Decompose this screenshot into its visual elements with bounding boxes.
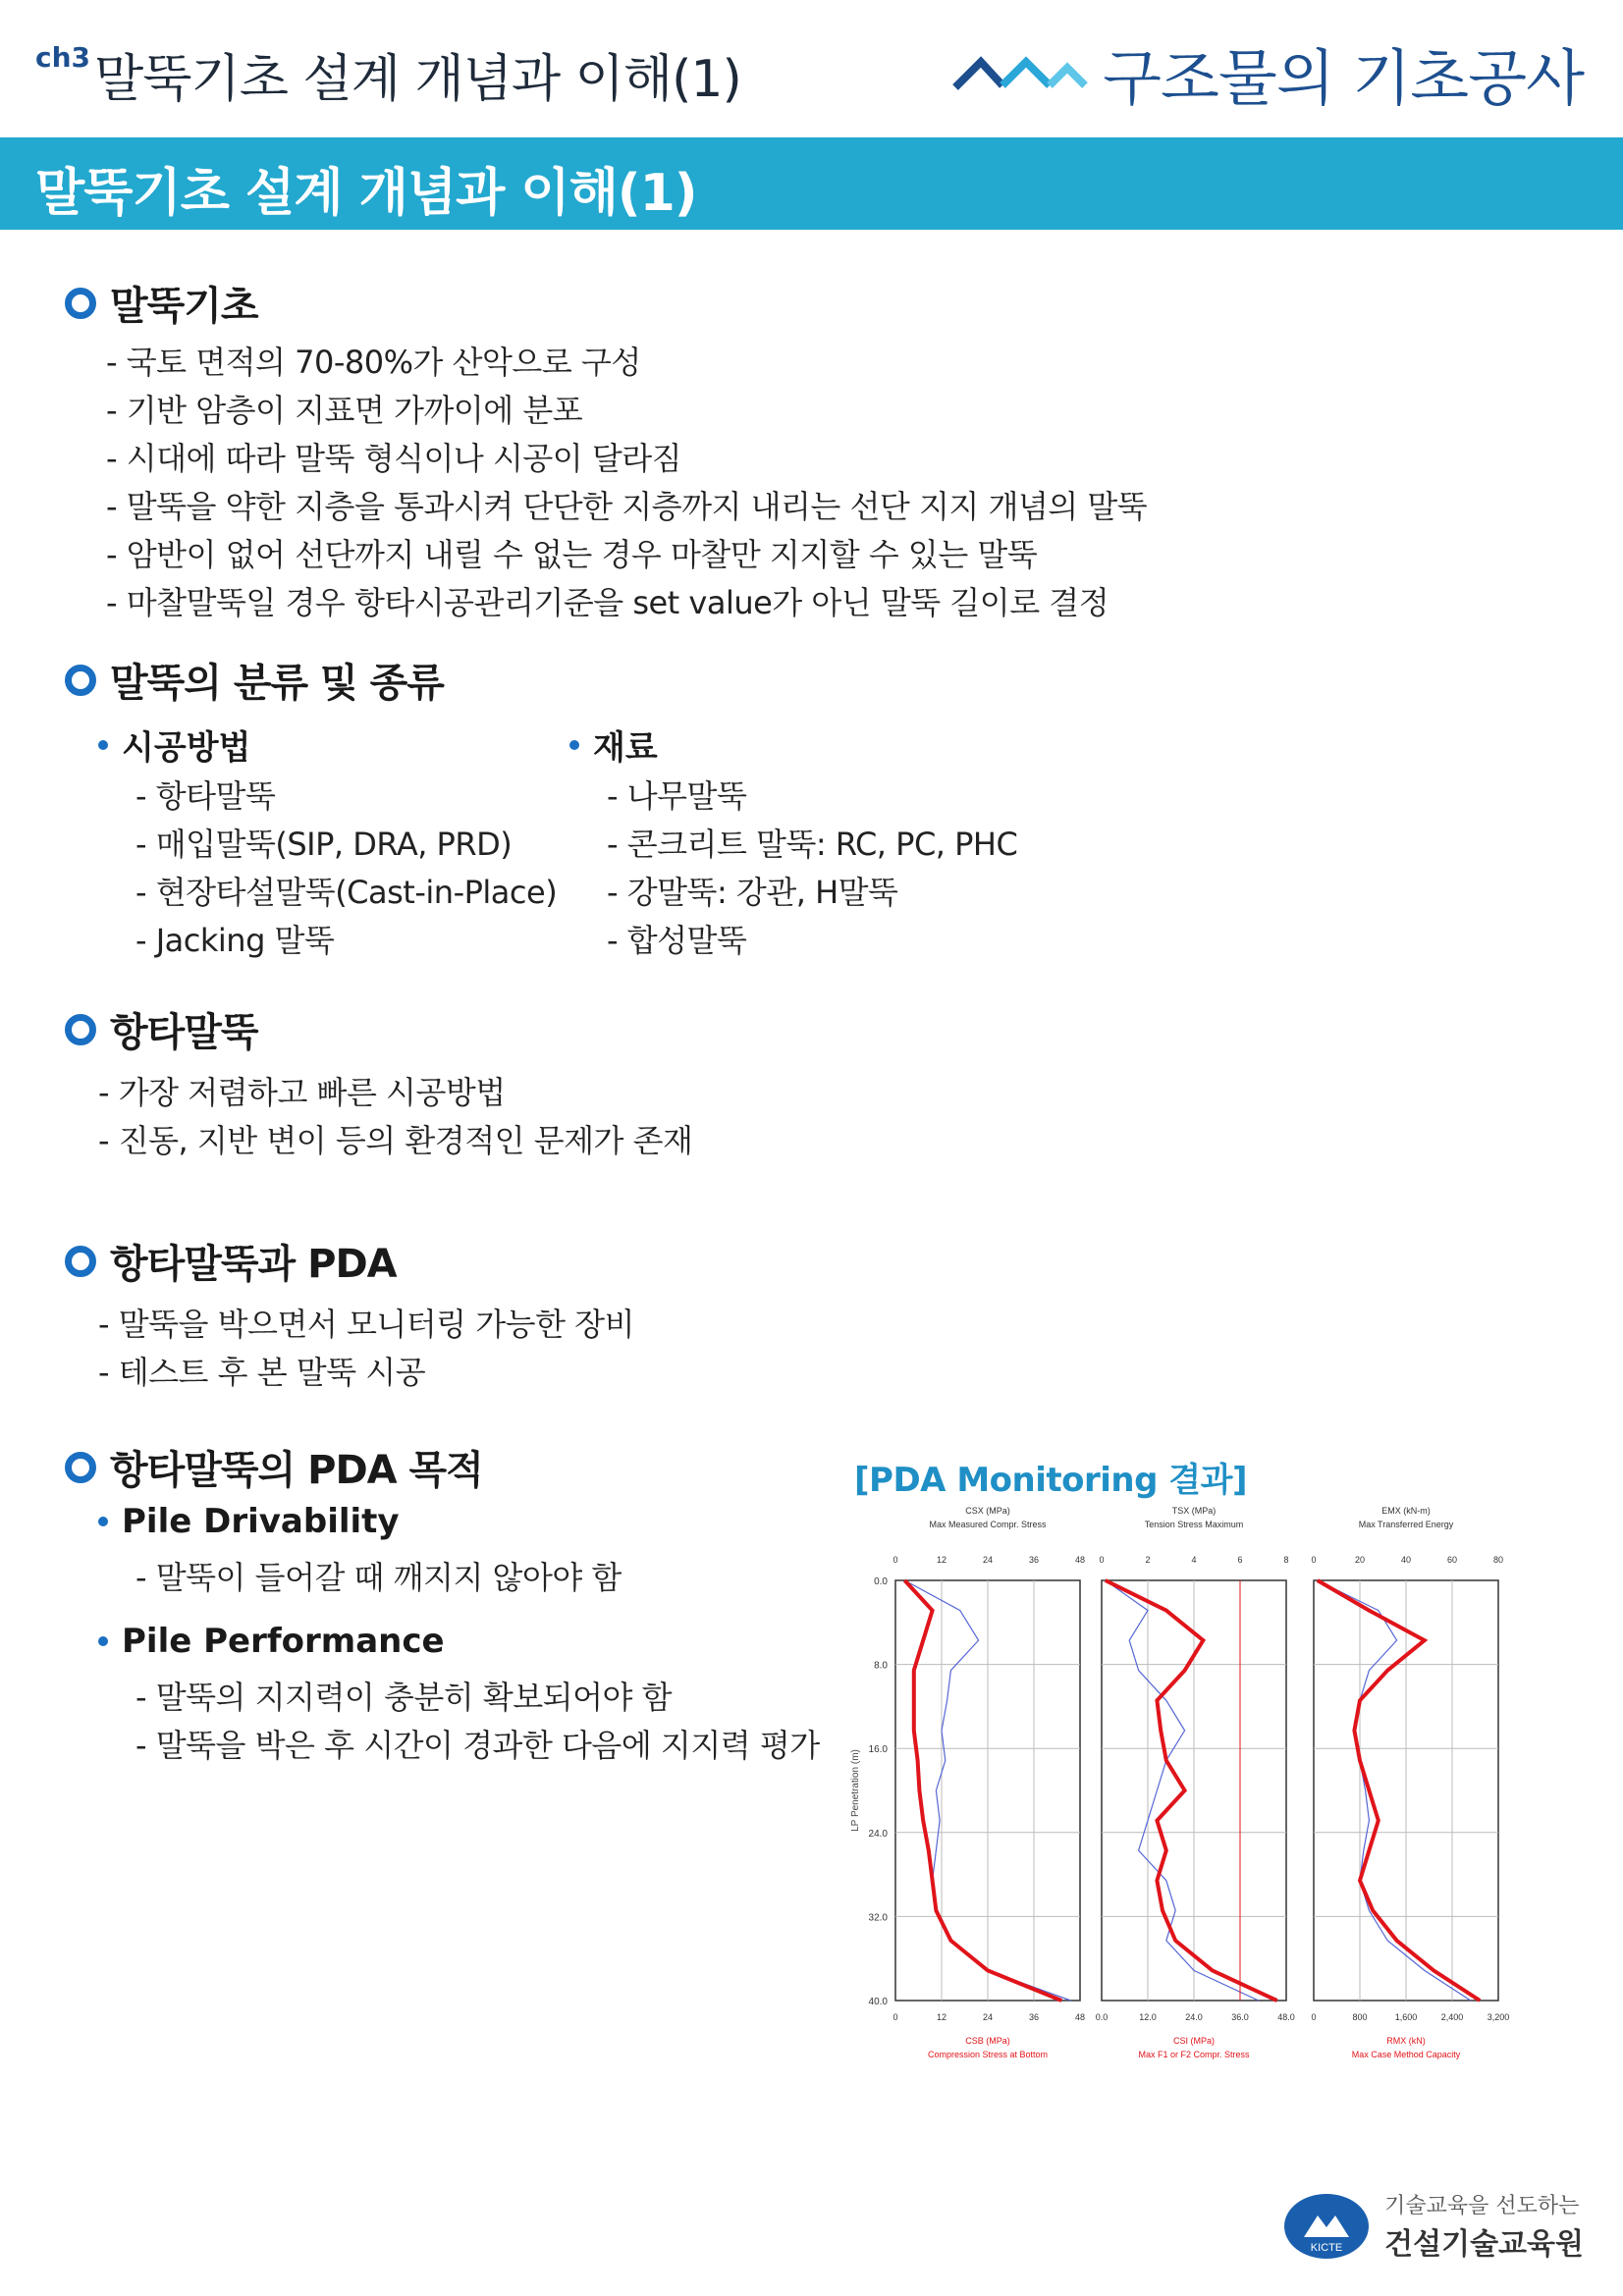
section-title: 항타말뚝과 PDA [110,1242,397,1287]
dot-bullet-icon [98,1636,108,1646]
ring-bullet-icon [65,1246,96,1277]
section-heading [65,1439,483,1495]
sub-title: Pile Performance [122,1622,445,1661]
text-line: - 강말뚝: 강관, H말뚝 [607,874,898,911]
footer-org: 건설기술교육원 [1384,2227,1584,2262]
axis-sub-label: Max F1 or F2 Compr. Stress [1138,2050,1250,2059]
section-title: 말뚝의 분류 및 종류 [110,661,444,706]
text-line: - 말뚝을 박은 후 시간이 경과한 다음에 지지력 평가 [135,1727,820,1764]
top-tick-label: 0 [893,1555,898,1565]
kicte-logo-icon [1282,2192,1371,2261]
axis-sub-label: Max Case Method Capacity [1351,2050,1461,2059]
top-tick-label: 36 [1028,1555,1040,1565]
top-tick-label: 24 [982,1555,994,1565]
text-line: - 현장타설말뚝(Cast-in-Place) [135,874,558,911]
top-tick-label: 2 [1145,1555,1151,1565]
axis-label: CSI (MPa) [1172,2036,1216,2046]
text-line: - 암반이 없어 선단까지 내릴 수 없는 경우 마찰만 지지할 수 있는 말뚝 [106,536,1038,573]
page-header [0,0,1623,137]
text-line: - 말뚝을 박으면서 모니터링 가능한 장비 [98,1306,634,1343]
section-heading [65,652,444,708]
chart-caption: [PDA Monitoring 결과] [854,1461,1248,1500]
pda-chart-svg [844,1502,1532,2081]
brand-logo-icon [951,54,1089,93]
top-tick-label: 40 [1400,1555,1412,1565]
text-line: - 테스트 후 본 말뚝 시공 [98,1354,426,1391]
banner-title: 말뚝기초 설계 개념과 이해(1) [35,164,697,223]
text-line: - 가장 저렴하고 빠른 시공방법 [98,1074,506,1111]
sub-heading [569,721,658,769]
top-tick-label: 20 [1354,1555,1366,1565]
bottom-tick-label: 2,400 [1440,2012,1464,2022]
text-line: - 국토 면적의 70-80%가 산악으로 구성 [106,344,641,381]
text-line: - 마찰말뚝일 경우 항타시공관리기준을 set value가 아닌 말뚝 길이로 결정 [106,584,1109,621]
text-line: - 나무말뚝 [607,777,747,815]
text-line: - 합성말뚝 [607,922,747,959]
bottom-tick-label: 0.0 [1095,2012,1109,2022]
bottom-tick-label: 12 [936,2012,947,2022]
text-line: - 말뚝의 지지력이 충분히 확보되어야 함 [135,1679,672,1716]
title-banner [0,137,1623,230]
chapter-title: 말뚝기초 설계 개념과 이해(1) [94,50,741,109]
sub-heading [98,1622,445,1661]
top-tick-label: 12 [936,1555,947,1565]
bottom-tick-label: 48.0 [1277,2012,1295,2022]
dot-bullet-icon [98,740,108,750]
y-tick-label: 32.0 [868,1912,888,1924]
axis-label: TSX (MPa) [1171,1506,1217,1516]
ring-bullet-icon [65,665,96,696]
bottom-tick-label: 36.0 [1231,2012,1249,2022]
axis-sub-label: Max Measured Compr. Stress [929,1520,1047,1529]
section-heading [65,1001,258,1057]
top-tick-label: 48 [1074,1555,1086,1565]
section-title: 항타말뚝의 PDA 목적 [110,1448,483,1493]
text-line: - 항타말뚝 [135,777,276,815]
y-tick-label: 40.0 [868,1997,888,2007]
section-heading [65,1233,397,1289]
bottom-tick-label: 48 [1074,2012,1086,2022]
section-heading [65,275,258,331]
top-tick-label: 80 [1492,1555,1504,1565]
top-tick-label: 8 [1283,1555,1289,1565]
y-axis-label: LP Penetration (m) [850,1749,861,1832]
ring-bullet-icon [65,1452,96,1483]
footer-slogan: 기술교육을 선도하는 [1384,2194,1580,2218]
brand [951,29,1584,117]
dot-bullet-icon [569,740,579,750]
brand-title: 구조물의 기초공사 [1103,42,1584,114]
sub-title: 시공방법 [122,728,251,768]
top-tick-label: 60 [1446,1555,1458,1565]
text-line: - 진동, 지반 변이 등의 환경적인 문제가 존재 [98,1122,693,1159]
text-line: - 말뚝을 약한 지층을 통과시켜 단단한 지층까지 내리는 선단 지지 개념의 말뚝 [106,488,1148,525]
bottom-tick-label: 24 [982,2012,994,2022]
top-tick-label: 4 [1191,1555,1197,1565]
y-tick-label: 0.0 [874,1576,888,1587]
sub-heading [98,721,250,769]
bottom-tick-label: 0 [893,2012,898,2022]
axis-label: CSB (MPa) [965,2036,1010,2046]
bottom-tick-label: 1,600 [1394,2012,1418,2022]
section-title: 말뚝기초 [110,284,258,329]
axis-label: CSX (MPa) [965,1506,1010,1516]
bottom-tick-label: 3,200 [1487,2012,1510,2022]
top-tick-label: 0 [1311,1555,1317,1565]
y-tick-label: 16.0 [868,1744,888,1756]
bottom-tick-label: 24.0 [1185,2012,1203,2022]
y-tick-label: 24.0 [868,1828,888,1840]
axis-sub-label: Compression Stress at Bottom [927,2050,1049,2059]
y-tick-label: 8.0 [874,1660,888,1672]
logo-text: KICTE [1310,2241,1343,2254]
axis-sub-label: Max Transferred Energy [1358,1520,1454,1529]
sub-heading [98,1502,400,1541]
axis-label: RMX (kN) [1386,2036,1426,2046]
sub-title: Pile Drivability [122,1502,400,1541]
ring-bullet-icon [65,1014,96,1045]
dot-bullet-icon [98,1517,108,1526]
ring-bullet-icon [65,288,96,319]
text-line: - 매입말뚝(SIP, DRA, PRD) [135,826,513,863]
bottom-tick-label: 0 [1311,2012,1317,2022]
section-title: 항타말뚝 [110,1010,258,1055]
sub-title: 재료 [593,728,658,768]
pda-chart [844,1502,1532,2085]
bottom-tick-label: 800 [1352,2012,1368,2022]
bottom-tick-label: 12.0 [1139,2012,1157,2022]
footer-logo [1282,2189,1584,2263]
top-tick-label: 0 [1099,1555,1105,1565]
top-tick-label: 6 [1237,1555,1243,1565]
bottom-tick-label: 36 [1028,2012,1040,2022]
axis-label: EMX (kN-m) [1381,1506,1431,1516]
text-line: - 시대에 따라 말뚝 형식이나 시공이 달라짐 [106,440,682,477]
axis-sub-label: Tension Stress Maximum [1144,1520,1244,1529]
text-line: - Jacking 말뚝 [135,922,335,959]
text-line: - 콘크리트 말뚝: RC, PC, PHC [607,826,1018,863]
text-line: - 말뚝이 들어갈 때 깨지지 않아야 함 [135,1559,622,1596]
chapter-tag: ch3 [35,41,91,74]
text-line: - 기반 암층이 지표면 가까이에 분포 [106,392,583,429]
